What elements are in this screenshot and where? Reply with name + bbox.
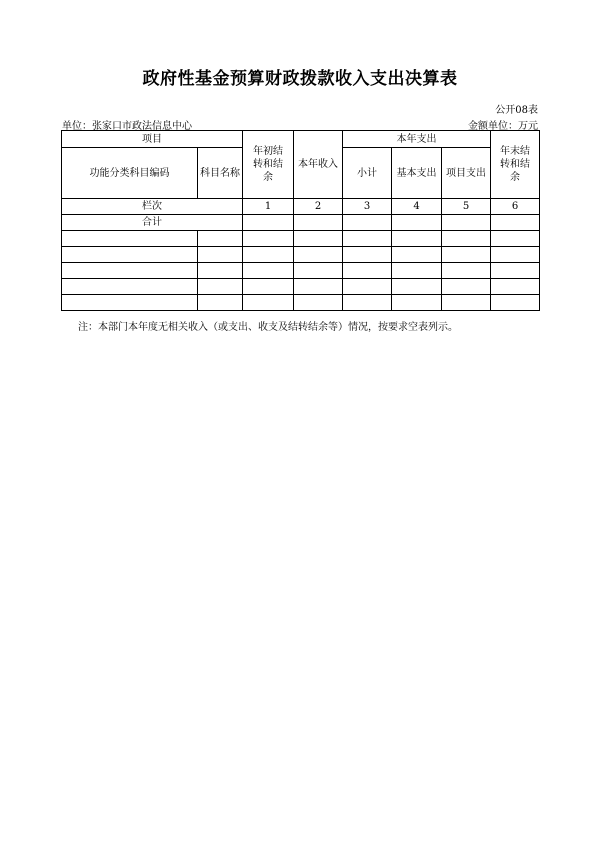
table-row [62,263,540,279]
column-number: 5 [442,199,491,215]
empty-cell [343,295,392,311]
column-row-label: 栏次 [62,199,243,215]
empty-cell [198,231,243,247]
header-func-code: 功能分类科目编码 [62,148,198,199]
empty-cell [442,247,491,263]
unit-label: 单位：张家口市政法信息中心 [62,121,192,132]
empty-cell [294,247,343,263]
empty-cell [343,247,392,263]
header-subject-name: 科目名称 [198,148,243,199]
header-expenditure: 本年支出 [343,131,491,148]
column-number: 6 [491,199,540,215]
empty-cell [198,263,243,279]
empty-cell [491,231,540,247]
table-row [62,247,540,263]
empty-cell [491,295,540,311]
empty-cell [392,247,442,263]
amount-unit-label: 金额单位：万元 [468,121,538,132]
empty-cell [62,231,198,247]
budget-table [61,130,540,311]
empty-cell [392,263,442,279]
empty-cell [198,247,243,263]
column-number: 1 [243,199,294,215]
empty-cell [442,263,491,279]
empty-cell [491,263,540,279]
empty-cell [294,215,343,231]
page-title: 政府性基金预算财政拨款收入支出决算表 [142,69,458,89]
empty-cell [62,263,198,279]
footnote: 注：本部门本年度无相关收入（或支出、收支及结转结余等）情况，按要求空表列示。 [78,322,458,333]
table-row [62,295,540,311]
empty-cell [392,215,442,231]
empty-cell [343,215,392,231]
empty-cell [392,279,442,295]
empty-cell [243,215,294,231]
empty-cell [243,231,294,247]
total-label: 合计 [62,215,243,231]
column-number: 3 [343,199,392,215]
header-project: 项目支出 [442,148,491,199]
empty-cell [491,215,540,231]
empty-cell [198,279,243,295]
empty-cell [442,231,491,247]
empty-cell [62,247,198,263]
empty-cell [198,295,243,311]
empty-cell [62,279,198,295]
empty-cell [243,263,294,279]
empty-cell [294,279,343,295]
header-closing-balance: 年末结转和结余 [491,131,540,199]
empty-cell [243,279,294,295]
empty-cell [294,295,343,311]
column-number: 2 [294,199,343,215]
empty-cell [392,231,442,247]
empty-cell [294,231,343,247]
column-number: 4 [392,199,442,215]
table-row [62,231,540,247]
header-subtotal: 小计 [343,148,392,199]
header-basic: 基本支出 [392,148,442,199]
empty-cell [243,247,294,263]
empty-cell [392,295,442,311]
empty-cell [343,279,392,295]
header-income: 本年收入 [294,131,343,199]
empty-cell [442,295,491,311]
header-opening-balance: 年初结转和结余 [243,131,294,199]
empty-cell [343,263,392,279]
empty-cell [491,247,540,263]
empty-cell [294,263,343,279]
empty-cell [243,295,294,311]
empty-cell [491,279,540,295]
table-row [62,279,540,295]
empty-cell [442,279,491,295]
header-item: 项目 [62,131,243,148]
empty-cell [343,231,392,247]
empty-cell [62,295,198,311]
empty-cell [442,215,491,231]
form-number: 公开08表 [495,105,538,116]
